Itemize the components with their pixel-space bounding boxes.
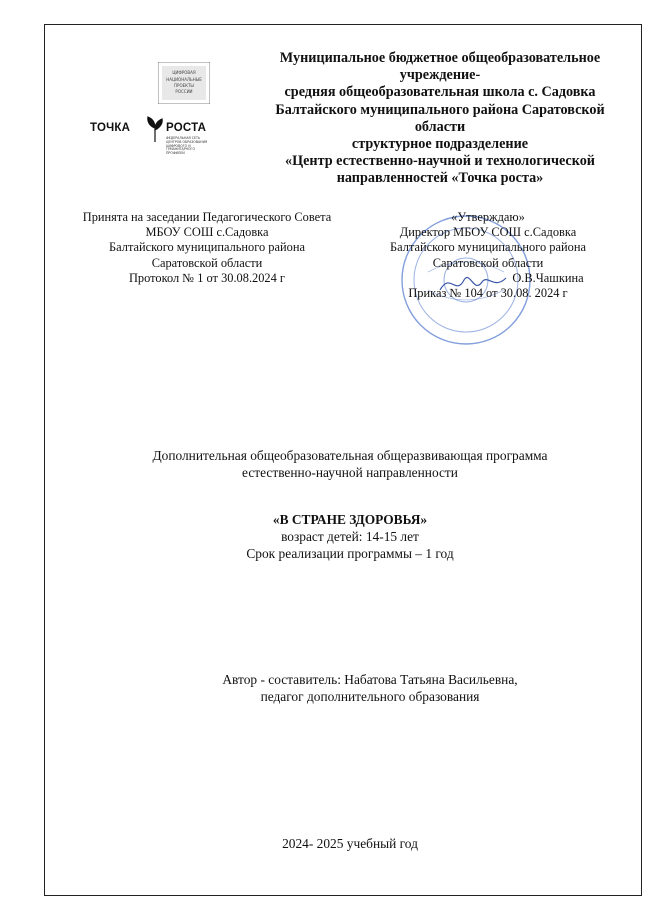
implementation-term: Срок реализации программы – 1 год bbox=[246, 545, 454, 561]
approval-line: Принята на заседании Педагогического Совета bbox=[82, 210, 332, 224]
author-block bbox=[120, 671, 620, 705]
program-line: Дополнительная общеобразовательная общеразвивающая программа bbox=[152, 448, 548, 463]
program-title-block bbox=[150, 512, 550, 562]
header-line: Муниципальное бюджетное общеобразовательное bbox=[279, 50, 601, 66]
approval-line: О.В.Чашкина bbox=[512, 270, 584, 285]
program-description bbox=[90, 448, 610, 482]
children-age: возраст детей: 14-15 лет bbox=[281, 528, 419, 544]
header-line: учреждение- bbox=[399, 67, 481, 84]
academic-year: 2024- 2025 учебный год bbox=[282, 836, 418, 851]
approval-line: Протокол № 1 от 30.08.2024 г bbox=[128, 270, 286, 285]
header-line: «Центр естественно-научной и технологической bbox=[285, 153, 595, 170]
approval-line: Балтайского муниципального района bbox=[390, 240, 586, 255]
author-position: педагог дополнительного образования bbox=[260, 689, 480, 704]
council-approval-block bbox=[62, 210, 352, 286]
logo-word-right: РОСТА bbox=[166, 122, 207, 134]
sprout-icon bbox=[144, 116, 166, 142]
header-line: средняя общеобразовательная школа с. Садовка bbox=[284, 84, 596, 101]
author-name: Автор - составитель: Набатова Татьяна Васильевна, bbox=[222, 672, 518, 687]
institution-header bbox=[250, 50, 630, 188]
approval-line: Саратовской области bbox=[151, 255, 263, 270]
program-title: «В СТРАНЕ ЗДОРОВЬЯ» bbox=[272, 512, 428, 527]
approval-line: Приказ № 104 от 30.08. 2024 г bbox=[408, 286, 568, 301]
approval-line: Саратовской области bbox=[432, 255, 544, 270]
approval-line: Директор МБОУ СОШ с.Садовка bbox=[399, 225, 577, 240]
program-line: естественно-научной направленности bbox=[242, 464, 458, 480]
approval-line: Балтайского муниципального района bbox=[109, 240, 305, 255]
header-line: направленностей «Точка роста» bbox=[336, 170, 544, 187]
tochka-rosta-logo bbox=[88, 62, 216, 157]
badge-text-line: РОССИИ bbox=[175, 89, 193, 94]
header-line: области bbox=[414, 118, 466, 135]
badge-text-line: НАЦИОНАЛЬНЫЕ bbox=[166, 77, 202, 82]
approval-line: МБОУ СОШ с.Садовка bbox=[145, 225, 269, 240]
badge-text-line: ЦИФРОВАЯ bbox=[172, 70, 196, 75]
director-approval-block bbox=[368, 210, 608, 301]
badge-text-line: ПРОЕКТЫ bbox=[174, 83, 194, 88]
header-line: Балтайского муниципального района Саратовской bbox=[275, 101, 605, 118]
logo-caption: ФЕДЕРАЛЬНАЯ СЕТЬ ЦЕНТРОВ ОБРАЗОВАНИЯ ЦИФРОВОГО И ГУМАНИТАРНОГО ПРОФИЛЕЙ bbox=[166, 136, 208, 156]
header-line: структурное подразделение bbox=[351, 136, 529, 153]
approval-line: «Утверждаю» bbox=[451, 210, 525, 224]
national-projects-badge-icon bbox=[158, 62, 210, 104]
logo-word-left: ТОЧКА bbox=[90, 122, 131, 134]
